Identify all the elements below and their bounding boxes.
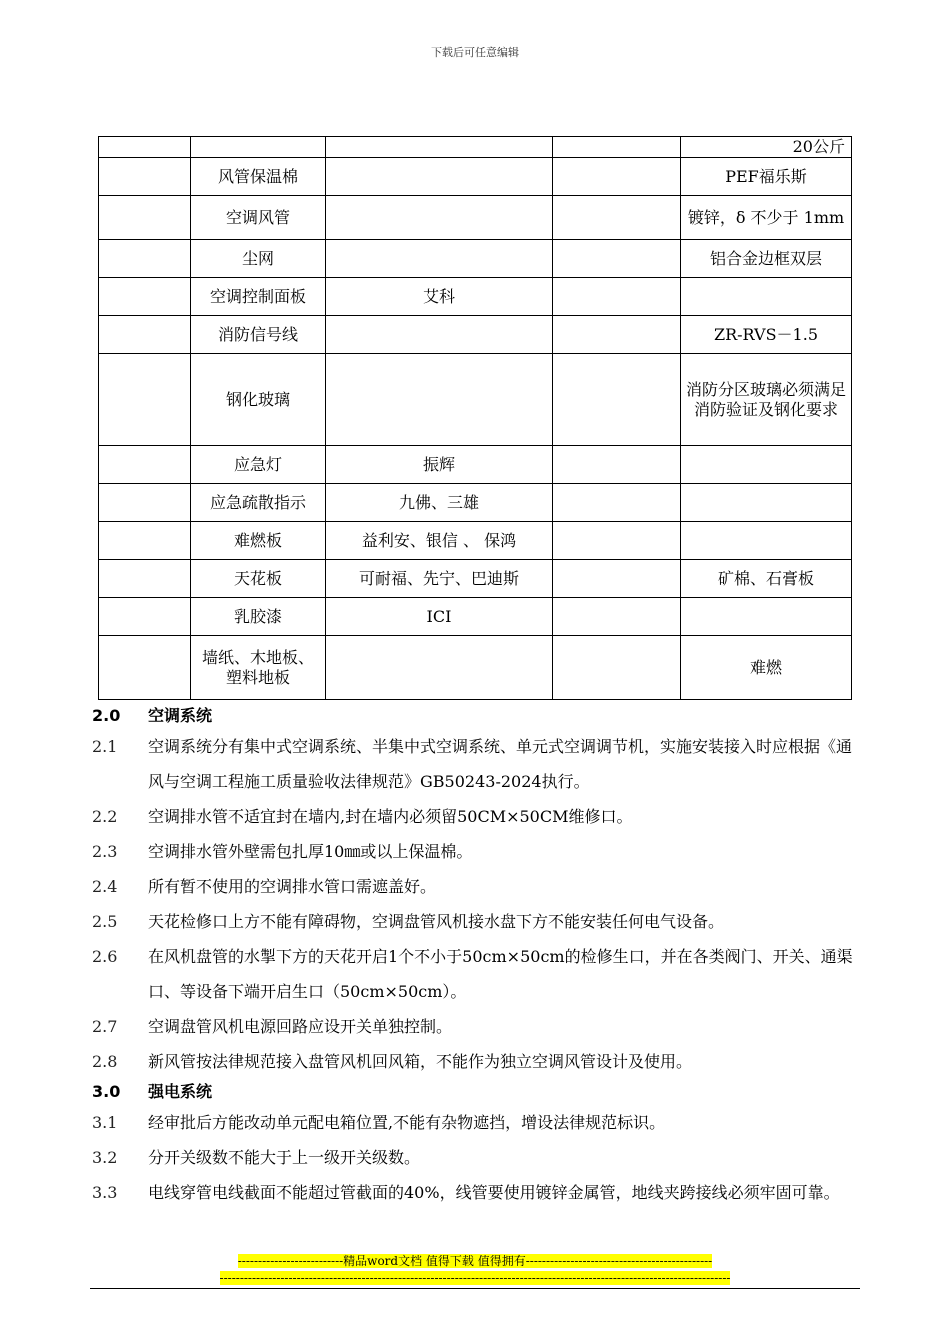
cell-note: 镀锌，δ 不少于 1mm (681, 196, 852, 240)
item-number: 2.2 (92, 807, 118, 826)
item-text: 空调系统分有集中式空调系统、半集中式空调系统、单元式空调调节机，实施安装接入时应根据《通风与空调工程施工质量验收法律规范》GB50243-2024执行。 (148, 737, 853, 791)
cell-brand: 益利安、银信 、 保鸿 (326, 522, 553, 560)
cell-blank (99, 158, 191, 196)
table-row (99, 354, 852, 446)
cell-blank (99, 137, 191, 158)
section-items (92, 729, 862, 1079)
table-row (99, 484, 852, 522)
cell-note: 铝合金边框双层 (681, 240, 852, 278)
cell-material: 钢化玻璃 (191, 354, 326, 446)
item-number: 2.8 (92, 1052, 118, 1071)
list-item (92, 834, 862, 869)
item-number: 2.7 (92, 1017, 118, 1036)
item-text: 在风机盘管的水掣下方的天花开启1个不小于50cm×50cm的检修生口，并在各类阀门、开关、通渠口、等设备下端开启生口（50cm×50cm）。 (148, 947, 853, 1001)
footer-banner (0, 1253, 950, 1269)
table-row (99, 636, 852, 700)
cell-blank (553, 137, 681, 158)
item-number: 2.4 (92, 877, 118, 896)
cell-blank (99, 598, 191, 636)
cell-blank (553, 636, 681, 700)
section-title: 强电系统 (148, 1082, 213, 1101)
item-number: 3.1 (92, 1113, 118, 1132)
list-item (92, 904, 862, 939)
cell-note (681, 446, 852, 484)
footer-rule (90, 1288, 860, 1289)
item-number: 2.5 (92, 912, 118, 931)
item-text: 空调盘管风机电源回路应设开关单独控制。 (148, 1017, 453, 1036)
table-row (99, 598, 852, 636)
cell-blank (99, 484, 191, 522)
cell-material: 风管保温棉 (191, 158, 326, 196)
cell-brand: 艾科 (326, 278, 553, 316)
cell-material: 墙纸、木地板、塑料地板 (191, 636, 326, 700)
item-number: 2.1 (92, 737, 118, 756)
table-row (99, 196, 852, 240)
cell-brand (326, 137, 553, 158)
cell-material: 空调风管 (191, 196, 326, 240)
cell-blank (553, 196, 681, 240)
table-row (99, 446, 852, 484)
cell-blank (553, 278, 681, 316)
table-row (99, 278, 852, 316)
cell-blank (99, 316, 191, 354)
cell-note: ZR-RVS－1.5 (681, 316, 852, 354)
cell-brand (326, 196, 553, 240)
cell-brand: 振辉 (326, 446, 553, 484)
footer-dashes (0, 1270, 950, 1286)
cell-blank (99, 446, 191, 484)
list-item (92, 729, 862, 799)
cell-material: 尘网 (191, 240, 326, 278)
item-number: 3.3 (92, 1183, 118, 1202)
cell-blank (553, 560, 681, 598)
cell-note (681, 278, 852, 316)
cell-material: 空调控制面板 (191, 278, 326, 316)
cell-brand (326, 158, 553, 196)
item-text: 分开关级数不能大于上一级开关级数。 (148, 1148, 421, 1167)
cell-material: 应急疏散指示 (191, 484, 326, 522)
table-row (99, 522, 852, 560)
item-text: 空调排水管外壁需包扎厚10㎜或以上保温棉。 (148, 842, 473, 861)
item-number: 3.2 (92, 1148, 118, 1167)
cell-brand (326, 636, 553, 700)
cell-note: 矿棉、石膏板 (681, 560, 852, 598)
list-item (92, 1175, 862, 1210)
list-item (92, 1105, 862, 1140)
cell-blank (99, 354, 191, 446)
cell-material (191, 137, 326, 158)
section-heading (92, 1079, 862, 1105)
cell-blank (99, 278, 191, 316)
document-body (92, 703, 862, 1210)
section-heading (92, 703, 862, 729)
cell-brand (326, 354, 553, 446)
cell-blank (553, 522, 681, 560)
cell-note: 消防分区玻璃必须满足消防验证及钢化要求 (681, 354, 852, 446)
cell-note (681, 484, 852, 522)
cell-note: PEF福乐斯 (681, 158, 852, 196)
cell-blank (99, 560, 191, 598)
item-number: 2.3 (92, 842, 118, 861)
item-text: 空调排水管不适宜封在墙内,封在墙内必须留50CM×50CM维修口。 (148, 807, 633, 826)
footer-dashes-text: ------------------------------------------------------------------------------------------------------------------------------ (219, 1271, 731, 1285)
item-text: 电线穿管电线截面不能超过管截面的40%，线管要使用镀锌金属管，地线夹跨接线必须牢固可靠。 (148, 1183, 840, 1202)
cell-brand: 九佛、三雄 (326, 484, 553, 522)
cell-material: 消防信号线 (191, 316, 326, 354)
cell-blank (99, 240, 191, 278)
item-text: 经审批后方能改动单元配电箱位置,不能有杂物遮挡，增设法律规范标识。 (148, 1113, 666, 1132)
cell-blank (553, 446, 681, 484)
cell-note: 20公斤 (681, 137, 852, 158)
table-row (99, 560, 852, 598)
table-row (99, 137, 852, 158)
cell-note (681, 522, 852, 560)
cell-blank (553, 316, 681, 354)
cell-note (681, 598, 852, 636)
list-item (92, 939, 862, 1009)
section-items (92, 1105, 862, 1210)
cell-note: 难燃 (681, 636, 852, 700)
materials-table (98, 136, 852, 700)
cell-material: 难燃板 (191, 522, 326, 560)
item-number: 2.6 (92, 947, 118, 966)
list-item (92, 1009, 862, 1044)
cell-blank (553, 158, 681, 196)
cell-brand (326, 240, 553, 278)
table-row (99, 316, 852, 354)
page-header: 下载后可任意编辑 (431, 46, 519, 59)
section-title: 空调系统 (148, 706, 213, 725)
list-item (92, 799, 862, 834)
list-item (92, 1140, 862, 1175)
cell-material: 乳胶漆 (191, 598, 326, 636)
list-item (92, 869, 862, 904)
cell-material: 应急灯 (191, 446, 326, 484)
cell-material: 天花板 (191, 560, 326, 598)
cell-brand: ICI (326, 598, 553, 636)
cell-brand: 可耐福、先宁、巴迪斯 (326, 560, 553, 598)
cell-blank (553, 354, 681, 446)
cell-blank (99, 196, 191, 240)
item-text: 所有暂不使用的空调排水管口需遮盖好。 (148, 877, 437, 896)
cell-blank (553, 484, 681, 522)
cell-brand (326, 316, 553, 354)
footer-banner-text: --------------------------精品word文档 值得下载 值得拥有---------------------------------------------- (237, 1254, 713, 1268)
cell-blank (553, 240, 681, 278)
item-text: 新风管按法律规范接入盘管风机回风箱，不能作为独立空调风管设计及使用。 (148, 1052, 693, 1071)
cell-blank (553, 598, 681, 636)
list-item (92, 1044, 862, 1079)
table-row (99, 240, 852, 278)
section-number: 2.0 (92, 706, 121, 725)
cell-blank (99, 636, 191, 700)
table-row (99, 158, 852, 196)
section-number: 3.0 (92, 1082, 121, 1101)
cell-blank (99, 522, 191, 560)
item-text: 天花检修口上方不能有障碍物，空调盘管风机接水盘下方不能安装任何电气设备。 (148, 912, 725, 931)
